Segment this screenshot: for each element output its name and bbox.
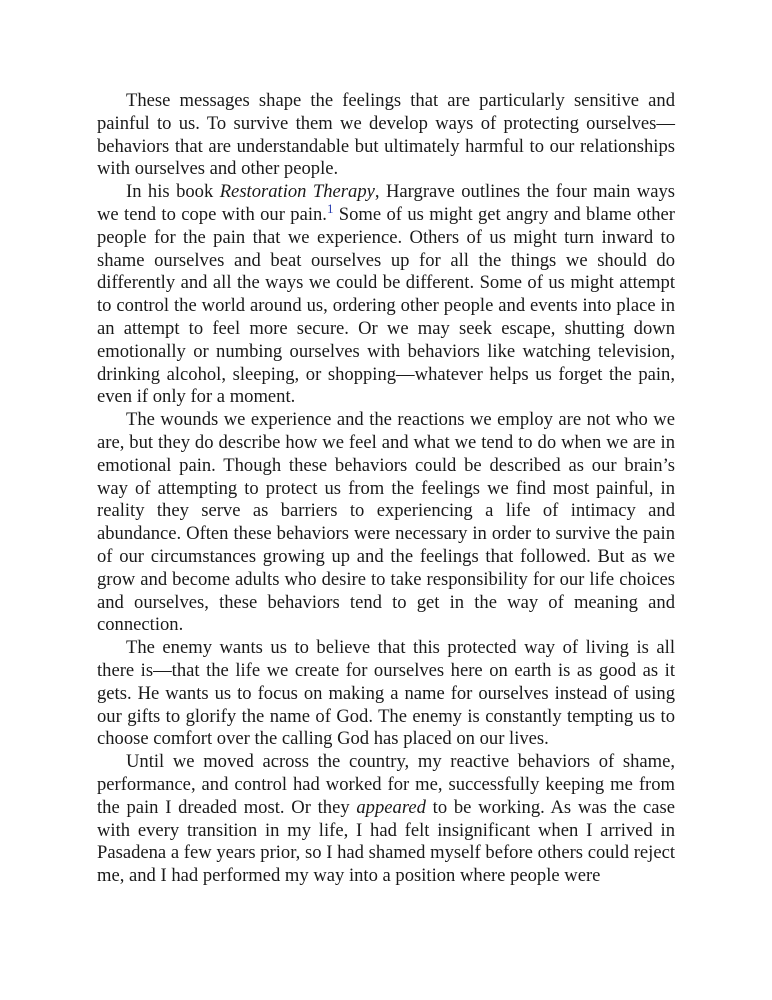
paragraph-2 [97,181,675,409]
paragraph-3: The wounds we experience and the reactions we employ are not who we are, but they do describe how we feel and what we tend to do when we are in emotional pain. Though these behaviors could be described as our brain’s way of attempting to protect us from the feelings we find most painful, in reality they serve as barriers to experiencing a life of intimacy and abundance. Often these behaviors were necessary in order to survive the pain of our circumstances growing up and the feelings that followed. But as we grow and become adults who desire to take responsibility for our life choices and ourselves, these behaviors tend to get in the way of meaning and connection. [97,409,675,636]
emphasis-appeared: appeared [356,796,426,818]
paragraph-2-text-start: In his book [126,181,220,203]
paragraph-2-text-end: Some of us might get angry and blame other people for the pain that we experience. Others of us might turn inward to shame ourselves and beat ourselves up for all the things we should do differently and all the ways we could be different. Some of us might attempt to control the world around us, ordering other people and events into place in an attempt to feel more secure. Or we may seek escape, shutting down emotionally or numbing ourselves with behaviors like watching television, drinking alcohol, sleeping, or shopping—whatever helps us forget the pain, even if only for a moment. [97,203,675,408]
footnote-link[interactable]: 1 [326,200,334,216]
paragraph-5-text-start: Until we moved across the country, my reactive behaviors of shame, performance, and control had worked for me, successfully keeping me from the pain I dreaded most. Or they [97,751,675,818]
paragraph-5-text-end: to be working. As was the case with every transition in my life, I had felt insignificant when I arrived in Pasadena a few years prior, so I had shamed myself before others could reject me, and I had performed my way into a position where people were [97,796,675,887]
paragraph-4: The enemy wants us to believe that this protected way of living is all there is—that the life we create for ourselves here on earth is as good as it gets. He wants us to focus on making a name for ourselves instead of using our gifts to glorify the name of God. The enemy is constantly tempting us to choose comfort over the calling God has placed on our lives. [97,637,675,750]
book-title: Restoration Therapy [219,181,375,203]
page-text [97,90,675,888]
paragraph-2-text-middle: , Hargrave outlines the four main ways we tend to cope with our pain. [97,181,675,225]
paragraph-5 [97,751,675,888]
paragraph-1: These messages shape the feelings that are particularly sensitive and painful to us. To survive them we develop ways of protecting ourselves—behaviors that are understandable but ultimately harmful to our relationships with ourselves and other people. [97,90,675,180]
